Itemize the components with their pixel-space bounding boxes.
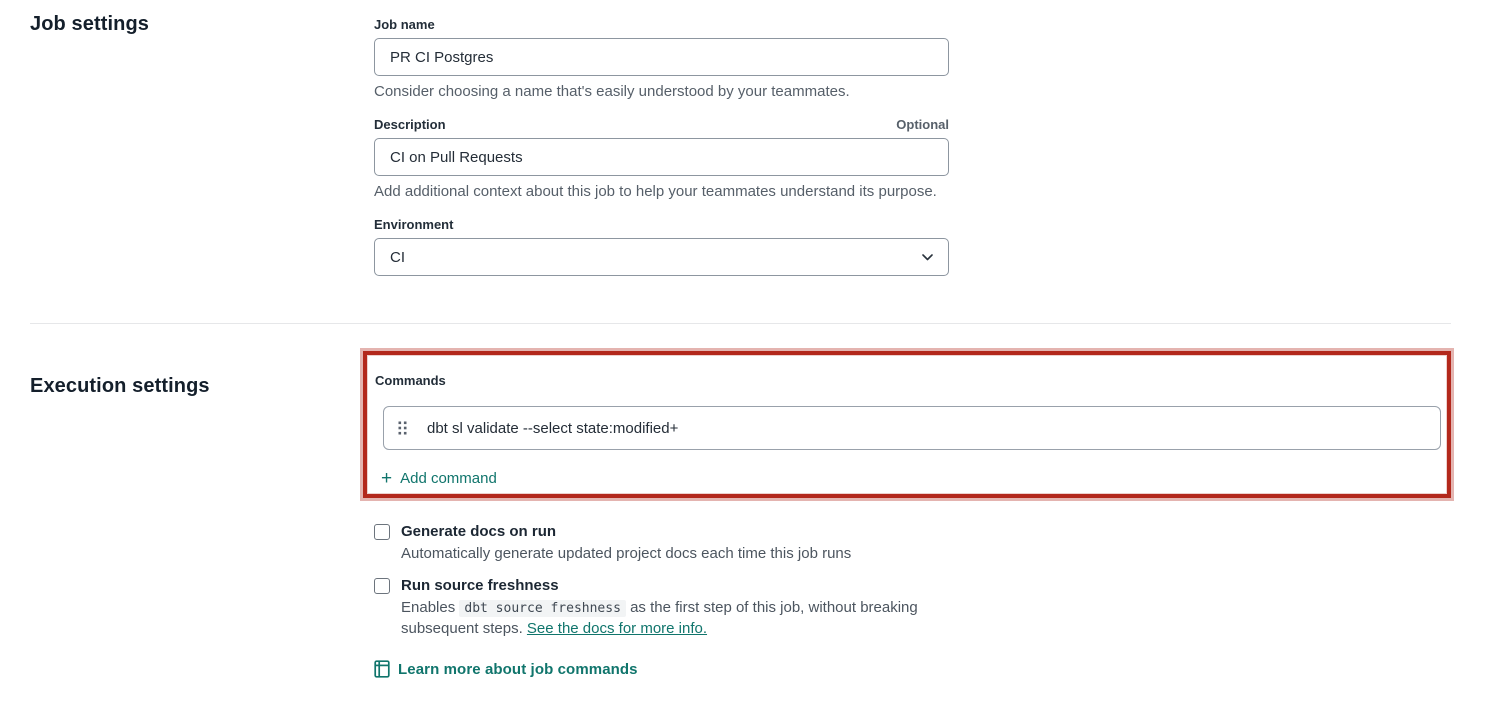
- see-docs-link[interactable]: See the docs for more info.: [526, 620, 708, 637]
- optional-badge: Optional: [896, 117, 949, 132]
- source-freshness-description: [401, 598, 943, 639]
- learn-more-label: Learn more about job commands: [398, 660, 638, 678]
- freshness-code-snippet: dbt source freshness: [459, 600, 626, 617]
- description-label: Description: [374, 117, 446, 132]
- commands-label: Commands: [375, 373, 446, 388]
- source-freshness-label[interactable]: Run source freshness: [401, 577, 559, 594]
- generate-docs-description: Automatically generate updated project docs each time this job runs: [401, 545, 852, 562]
- generate-docs-checkbox[interactable]: [374, 524, 390, 540]
- execution-settings-heading: Execution settings: [30, 375, 210, 397]
- environment-selected-value: CI: [390, 248, 405, 266]
- add-command-button[interactable]: [381, 470, 497, 487]
- add-command-label: Add command: [400, 470, 497, 487]
- drag-handle-icon[interactable]: [398, 421, 407, 435]
- generate-docs-label[interactable]: Generate docs on run: [401, 523, 557, 540]
- learn-more-link[interactable]: [374, 660, 638, 678]
- job-name-label: Job name: [374, 17, 435, 32]
- environment-select[interactable]: [374, 238, 949, 276]
- book-icon: [374, 660, 390, 678]
- chevron-down-icon: [922, 254, 933, 261]
- description-input[interactable]: [374, 138, 949, 176]
- description-helper: Add additional context about this job to help your teammates understand its purpose.: [374, 183, 937, 200]
- job-name-helper: Consider choosing a name that's easily understood by your teammates.: [374, 83, 850, 100]
- job-settings-heading: Job settings: [30, 13, 149, 35]
- command-row: [383, 406, 1441, 450]
- section-divider: [30, 323, 1451, 324]
- freshness-desc-prefix: Enables: [401, 599, 460, 616]
- plus-icon: +: [381, 468, 393, 489]
- freshness-desc-suffix: as the first step of this job, without breaking subsequent steps.: [401, 599, 918, 637]
- job-name-input[interactable]: [374, 38, 949, 76]
- command-input[interactable]: [427, 420, 1426, 437]
- environment-label: Environment: [374, 217, 454, 232]
- source-freshness-checkbox[interactable]: [374, 578, 390, 594]
